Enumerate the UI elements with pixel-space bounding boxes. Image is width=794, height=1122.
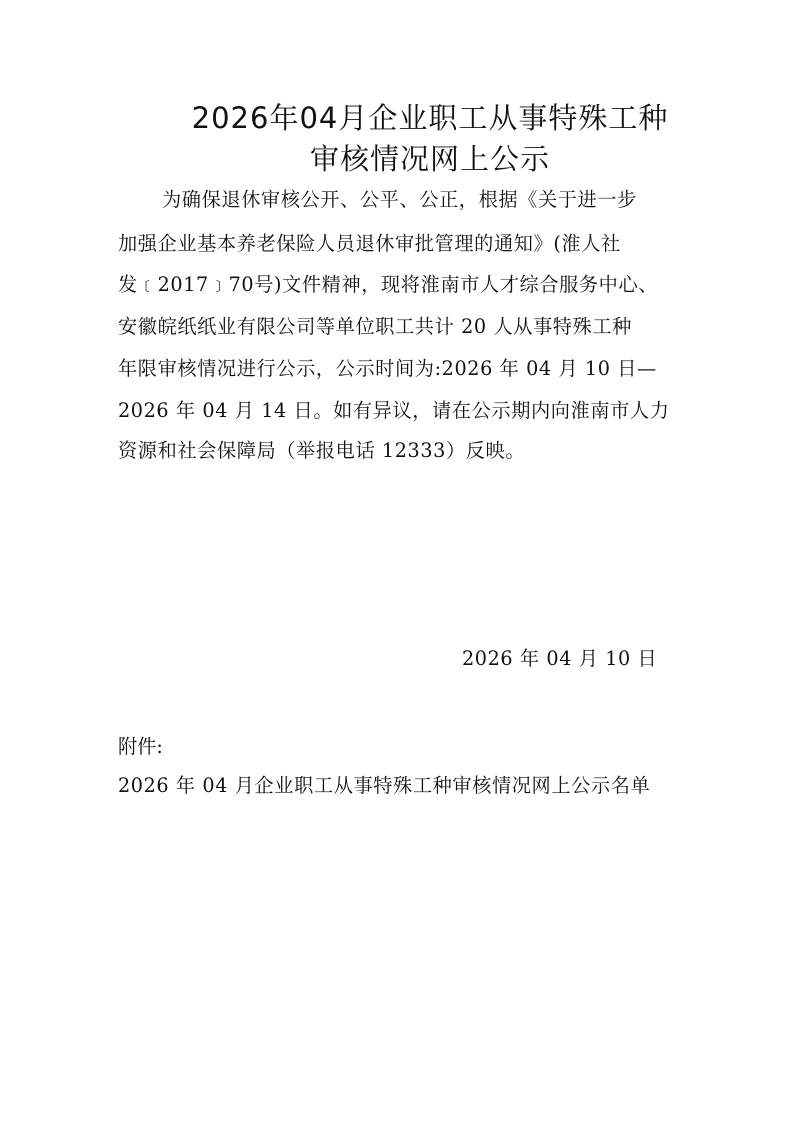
body-line-4: 安徽皖纸纸业有限公司等单位职工共计 20 人从事特殊工种 — [118, 315, 632, 338]
body-line-6: 2026 年 04 月 14 日。如有异议，请在公示期内向淮南市人力 — [118, 399, 670, 422]
body-line-3: 发﹝2017﹞70号)文件精神，现将淮南市人才综合服务中心、 — [118, 273, 659, 296]
document-title-line-1: 2026年04月企业职工从事特殊工种 — [191, 101, 669, 135]
attachment-label: 附件: — [118, 735, 163, 758]
body-line-7: 资源和社会保障局（举报电话 12333）反映。 — [118, 439, 526, 462]
document-title-line-2: 审核情况网上公示 — [309, 142, 550, 176]
attachment-item: 2026 年 04 月企业职工从事特殊工种审核情况网上公示名单 — [118, 774, 651, 797]
document-date: 2026 年 04 月 10 日 — [462, 647, 658, 670]
body-line-1: 为确保退休审核公开、公平、公正，根据《关于进一步 — [162, 188, 637, 211]
body-line-5: 年限审核情况进行公示，公示时间为:2026 年 04 月 10 日— — [118, 357, 657, 380]
body-line-2: 加强企业基本养老保险人员退休审批管理的通知》(淮人社 — [118, 232, 621, 255]
